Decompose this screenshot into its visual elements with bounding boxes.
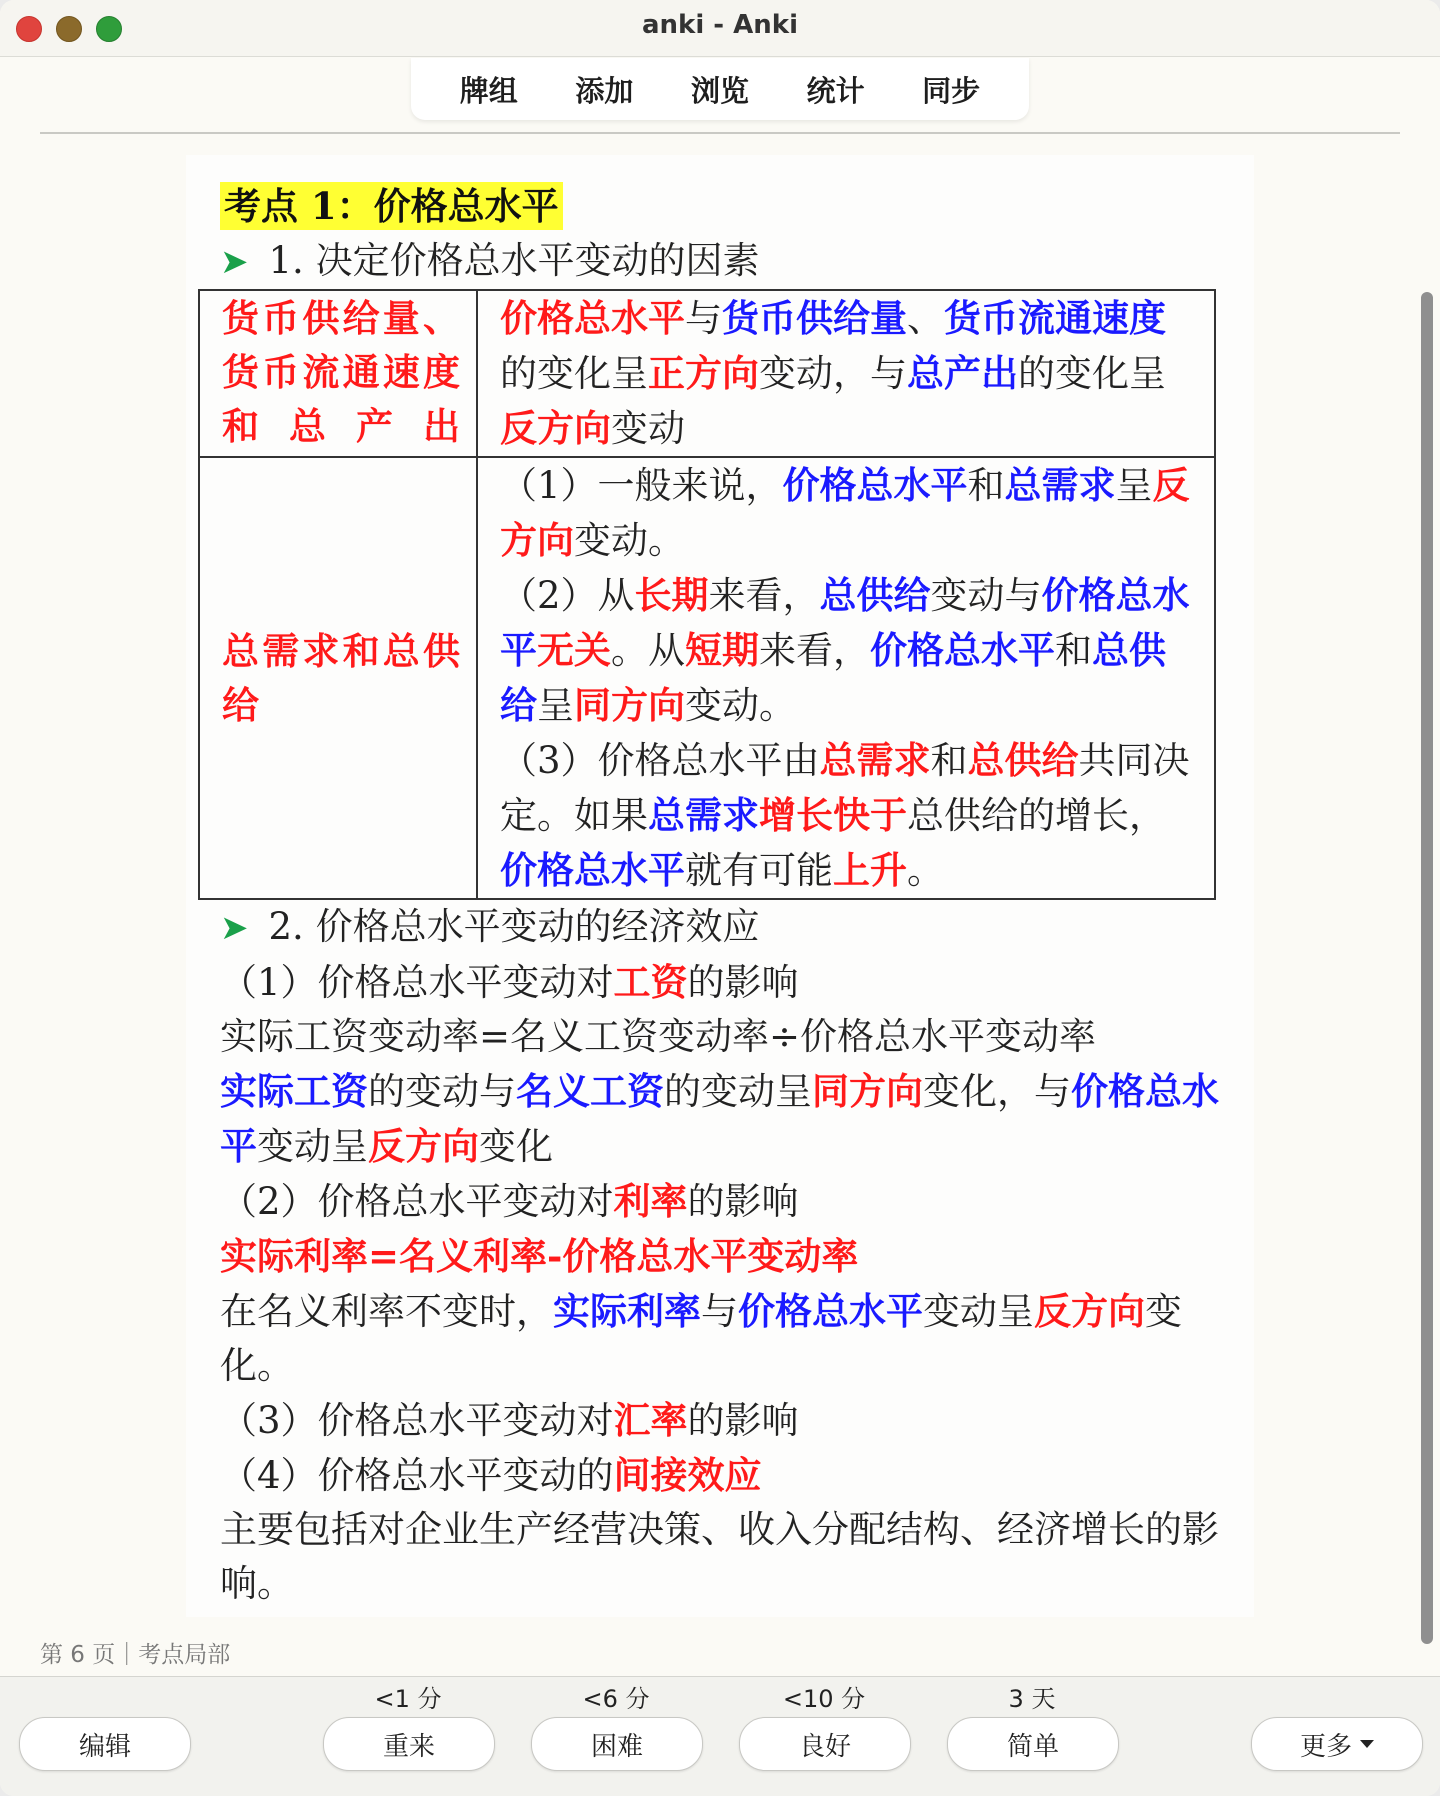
highlighted-text: 反方向	[368, 1124, 479, 1168]
hard-button[interactable]: 困难	[531, 1717, 703, 1771]
rate-title	[220, 1174, 1220, 1229]
text-segment: 实际工资变动率=名义工资变动率÷价格总水平变动率	[220, 1015, 1097, 1058]
text-segment: 变化，与	[923, 1070, 1071, 1113]
answer-bar	[0, 1676, 1440, 1796]
title-bar	[0, 0, 1440, 57]
tab-sync[interactable]: 同步	[922, 73, 981, 108]
highlighted-text: 总供给	[500, 628, 1166, 727]
highlighted-text: 同方向	[812, 1069, 923, 1113]
window-title: anki - Anki	[642, 10, 798, 40]
highlighted-text: 实际工资	[220, 1069, 368, 1113]
vertical-scrollbar[interactable]	[1421, 292, 1433, 1644]
highlighted-text: 货币供给量	[722, 296, 907, 340]
exchange-rate-title	[220, 1393, 1220, 1448]
text-segment: 的变动与	[368, 1070, 516, 1113]
highlighted-text: 反方向	[500, 406, 611, 450]
card-content	[220, 179, 1220, 1611]
table-paragraph	[500, 733, 1198, 898]
section-2-title: 2. 价格总水平变动的经济效应	[268, 905, 760, 948]
rate-description	[220, 1284, 1220, 1393]
highlighted-text: 货币流通速度	[944, 296, 1166, 340]
table-cell-factor: 总需求和总供给	[199, 457, 477, 899]
text-segment: （3）价格总水平由	[500, 739, 820, 782]
arrow-icon: ➤	[220, 242, 249, 282]
wage-description	[220, 1064, 1220, 1174]
highlighted-text: 价格总水平	[870, 628, 1055, 672]
again-due-label: <1 分	[374, 1685, 442, 1713]
highlighted-text: 工资	[613, 960, 688, 1004]
text-segment: 呈	[537, 684, 574, 727]
text-segment: 变动。	[574, 519, 685, 562]
hard-due-label: <6 分	[582, 1685, 650, 1713]
text-segment: 来看，	[708, 574, 820, 617]
text-segment: 的影响	[687, 1180, 799, 1223]
text-segment: 总供给的增长，	[907, 794, 1166, 837]
highlighted-text: 价格总水平	[500, 296, 685, 340]
text-segment: 与	[701, 1290, 738, 1333]
text-segment: 呈	[1115, 464, 1153, 507]
text-segment: 的影响	[687, 961, 799, 1004]
text-segment: 、	[907, 297, 944, 340]
text-segment: 来看，	[759, 629, 870, 672]
highlighted-text: 总供给	[967, 738, 1079, 782]
tab-browse[interactable]: 浏览	[690, 73, 749, 108]
text-segment: 。	[907, 849, 944, 892]
highlighted-text: 同方向	[574, 683, 685, 727]
text-segment: 就有可能	[685, 849, 833, 892]
highlighted-text: 短期	[685, 628, 759, 672]
text-segment: （2）从	[500, 574, 635, 617]
text-segment: 的变化呈	[1018, 352, 1166, 395]
card-source-info: 第 6 页｜考点局部	[40, 1642, 231, 1668]
highlighted-text: 增长快于	[759, 793, 907, 837]
text-segment: 变动呈	[257, 1125, 368, 1168]
highlighted-text: 名义工资	[516, 1069, 664, 1113]
highlighted-text: 实际利率=名义利率-价格总水平变动率	[220, 1234, 859, 1278]
table-cell-desc	[477, 457, 1215, 899]
wage-title	[220, 955, 1220, 1010]
text-segment: 的变动呈	[664, 1070, 812, 1113]
text-segment: （2）价格总水平变动对	[220, 1180, 614, 1223]
text-segment: 和	[930, 739, 968, 782]
text-segment: 变动。	[685, 684, 796, 727]
text-segment: 与	[685, 297, 722, 340]
highlighted-text: 总供给	[819, 573, 931, 617]
text-segment: 。从	[611, 629, 685, 672]
highlighted-text: 价格总水平	[500, 848, 685, 892]
text-segment: 变动呈	[923, 1290, 1034, 1333]
again-button[interactable]: 重来	[323, 1717, 495, 1771]
table-row	[199, 457, 1215, 899]
section-1-title: 1. 决定价格总水平变动的因素	[268, 239, 760, 282]
more-button-label: 更多	[1299, 1731, 1352, 1762]
highlighted-text: 总需求	[819, 738, 931, 782]
highlighted-text: 总需求	[1004, 463, 1116, 507]
edit-button[interactable]: 编辑	[19, 1717, 191, 1771]
easy-button[interactable]: 简单	[947, 1717, 1119, 1771]
table-paragraph	[500, 458, 1198, 568]
highlighted-text: 总需求	[648, 793, 759, 837]
table-paragraph	[500, 568, 1198, 733]
table-cell-desc	[477, 290, 1215, 457]
card-image	[186, 155, 1254, 1617]
main-toolbar	[411, 58, 1029, 120]
highlighted-text: 总产出	[907, 351, 1018, 395]
text-segment: 的变化呈	[500, 352, 648, 395]
wage-formula	[220, 1010, 1220, 1064]
more-button[interactable]	[1251, 1717, 1423, 1771]
text-segment: 变化	[479, 1125, 553, 1168]
tab-stats[interactable]: 统计	[806, 73, 865, 108]
highlighted-text: 汇率	[613, 1398, 688, 1442]
text-segment: 和	[967, 464, 1005, 507]
highlighted-text: 无关	[537, 628, 611, 672]
table-cell-factor: 货币供给量、货币流通速度和总产出	[199, 290, 477, 457]
highlighted-text: 上升	[833, 848, 907, 892]
highlighted-text: 间接效应	[613, 1453, 762, 1497]
text-segment: （4）价格总水平变动的	[220, 1454, 614, 1497]
toolbar-divider	[40, 132, 1400, 134]
highlighted-text: 价格总水平	[738, 1289, 923, 1333]
text-segment: 的影响	[687, 1399, 799, 1442]
highlighted-text: 正方向	[648, 351, 759, 395]
card-heading: 考点 1：价格总水平	[220, 182, 563, 230]
rate-formula	[220, 1229, 1220, 1284]
caret-down-icon	[1360, 1740, 1374, 1748]
text-segment: （3）价格总水平变动对	[220, 1399, 614, 1442]
tab-decks[interactable]: 牌组	[459, 73, 518, 108]
highlighted-text: 价格总水平	[500, 573, 1190, 672]
tab-add[interactable]: 添加	[575, 73, 634, 108]
text-segment: 变动，与	[759, 352, 907, 395]
indirect-effect-description	[220, 1503, 1220, 1611]
good-button[interactable]: 良好	[739, 1717, 911, 1771]
highlighted-text: 实际利率	[553, 1289, 701, 1333]
table-row	[199, 290, 1215, 457]
highlighted-text: 利率	[613, 1179, 688, 1223]
text-segment: 共同决定。如果	[500, 739, 1190, 837]
text-segment: 在名义利率不变时，	[220, 1290, 553, 1333]
highlighted-text: 反方向	[500, 463, 1190, 562]
text-segment: 变化。	[220, 1290, 1182, 1387]
text-segment: 变动	[611, 407, 685, 450]
highlighted-text: 价格总水平	[782, 463, 968, 507]
easy-due-label: 3 天	[1008, 1685, 1056, 1713]
text-segment: 主要包括对企业生产经营决策、收入分配结构、经济增长的影响。	[220, 1508, 1219, 1605]
indirect-effect-title	[220, 1448, 1220, 1503]
highlighted-text: 长期	[634, 573, 709, 617]
text-segment: 变动与	[930, 574, 1042, 617]
text-segment: （1）价格总水平变动对	[220, 961, 614, 1004]
arrow-icon: ➤	[220, 908, 249, 948]
highlighted-text: 价格总水平	[220, 1069, 1219, 1168]
text-segment: （1）一般来说，	[500, 464, 783, 507]
highlighted-text: 反方向	[1034, 1289, 1145, 1333]
good-due-label: <10 分	[782, 1685, 866, 1713]
factor-table	[198, 289, 1216, 900]
text-segment: 和	[1055, 629, 1092, 672]
